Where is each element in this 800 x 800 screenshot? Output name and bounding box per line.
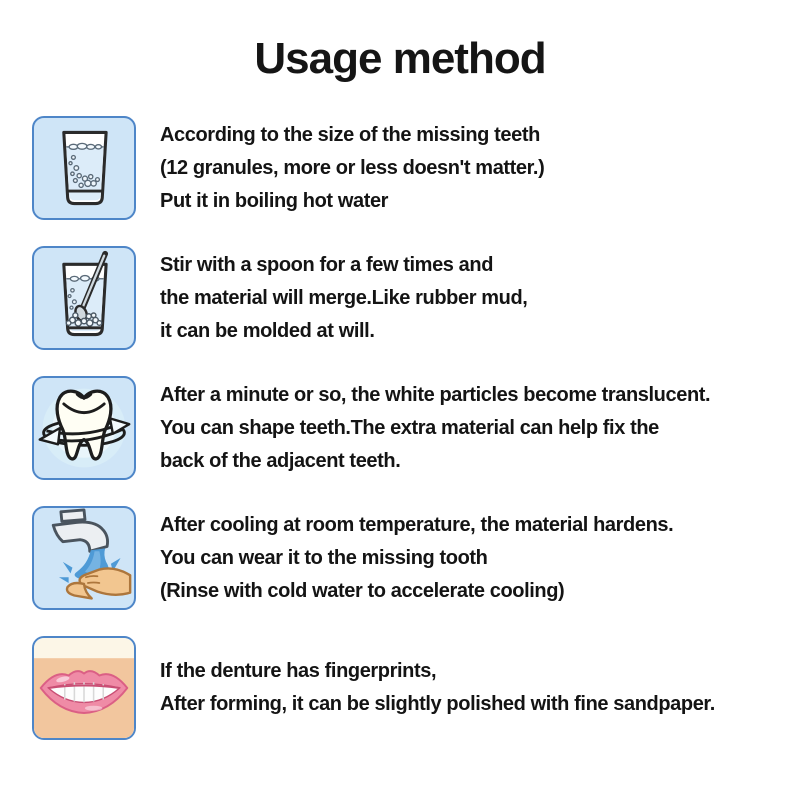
- step-line: the material will merge.Like rubber mud,: [160, 286, 528, 309]
- usage-step-2: [32, 246, 800, 350]
- step-text: [160, 119, 544, 218]
- step-line: You can wear it to the missing tooth: [160, 546, 488, 569]
- boiling-water-glass-icon: [32, 116, 136, 220]
- mouth-denture-icon: [32, 636, 136, 740]
- usage-step-5: [32, 636, 800, 740]
- step-line: According to the size of the missing teeth: [160, 123, 540, 146]
- page-title: Usage method: [254, 34, 546, 83]
- step-line: (Rinse with cold water to accelerate cooling): [160, 579, 565, 602]
- usage-steps: [0, 116, 800, 740]
- step-line: back of the adjacent teeth.: [160, 449, 401, 472]
- step-line: After a minute or so, the white particles become translucent.: [160, 383, 711, 406]
- step-line: After cooling at room temperature, the material hardens.: [160, 513, 674, 536]
- step-line: You can shape teeth.The extra material can help fix the: [160, 416, 659, 439]
- cold-water-rinse-icon: [32, 506, 136, 610]
- step-line: After forming, it can be slightly polished with fine sandpaper.: [160, 693, 715, 715]
- usage-step-1: [32, 116, 800, 220]
- step-line: Stir with a spoon for a few times and: [160, 253, 494, 276]
- step-text: [160, 655, 715, 721]
- usage-step-3: [32, 376, 800, 480]
- step-line: it can be molded at will.: [160, 319, 375, 342]
- step-line: (12 granules, more or less doesn't matter.): [160, 156, 545, 179]
- step-text: [160, 509, 673, 608]
- step-line: If the denture has fingerprints,: [160, 660, 437, 682]
- step-text: [160, 249, 527, 348]
- step-text: [160, 379, 710, 478]
- usage-step-4: [32, 506, 800, 610]
- step-line: Put it in boiling hot water: [160, 189, 389, 212]
- tooth-shaping-icon: [32, 376, 136, 480]
- stir-spoon-glass-icon: [32, 246, 136, 350]
